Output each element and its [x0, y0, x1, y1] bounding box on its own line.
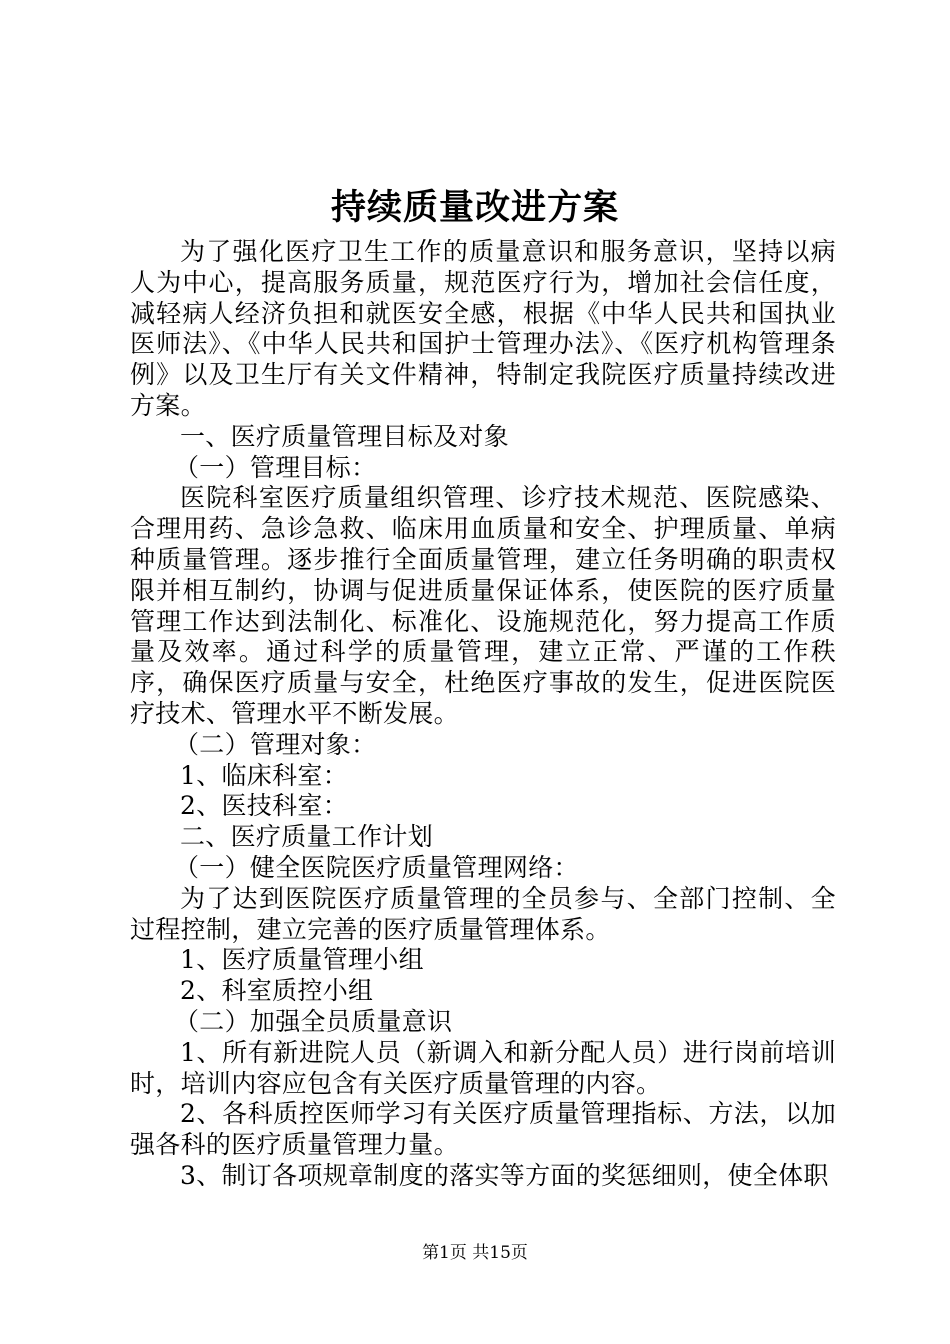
subsection-heading-2-1: （一）健全医院医疗质量管理网络： — [174, 852, 579, 882]
list-item: 1、临床科室： — [180, 760, 349, 790]
section-heading-2: 二、医疗质量工作计划 — [180, 822, 434, 852]
section-heading-1: 一、医疗质量管理目标及对象 — [180, 421, 509, 451]
subsection-heading-1-2: （二）管理对象： — [174, 729, 377, 759]
management-goal-paragraph: 医院科室医疗质量组织管理、诊疗技术规范、医院感染、合理用药、急诊急救、临床用血质量和安全、护理质量、单病种质量管理。逐步推行全面质量管理，建立任务明确的职责权限并相互制约，协调与促进质量保证体系，使医院的医疗质量管理工作达到法制化、标准化、设施规范化，努力提高工作质量及效率。通过科学的质量管理，建立正常、严谨的工作秩序，确保医疗质量与安全，杜绝医疗事故的发生，促进医院医疗技术、管理水平不断发展。 — [130, 483, 836, 728]
list-item: 3、制订各项规章制度的落实等方面的奖惩细则，使全体职 — [180, 1160, 829, 1190]
subsection-heading-1-1: （一）管理目标： — [174, 452, 377, 482]
list-item: 2、科室质控小组 — [180, 976, 374, 1006]
list-item: 2、医技科室： — [180, 791, 349, 821]
network-paragraph: 为了达到医院医疗质量管理的全员参与、全部门控制、全过程控制，建立完善的医疗质量管理体系。 — [130, 883, 836, 944]
list-item: 1、所有新进院人员（新调入和新分配人员）进行岗前培训时，培训内容应包含有关医疗质量管理的内容。 — [130, 1037, 836, 1098]
document-title: 持续质量改进方案 — [330, 187, 619, 228]
subsection-heading-2-2: （二）加强全员质量意识 — [174, 1006, 453, 1036]
document-body — [130, 237, 836, 1192]
list-item: 2、各科质控医师学习有关医疗质量管理指标、方法，以加强各科的医疗质量管理力量。 — [130, 1099, 836, 1160]
list-item: 1、医疗质量管理小组 — [180, 945, 424, 975]
page-number-footer: 第1页 共15页 — [422, 1243, 528, 1263]
intro-paragraph: 为了强化医疗卫生工作的质量意识和服务意识，坚持以病人为中心，提高服务质量，规范医疗行为，增加社会信任度，减轻病人经济负担和就医安全感，根据《中华人民共和国执业医师法》、《中华人民共和国护士管理办法》、《医疗机构管理条例》以及卫生厅有关文件精神，特制定我院医疗质量持续改进方案。 — [130, 237, 836, 420]
